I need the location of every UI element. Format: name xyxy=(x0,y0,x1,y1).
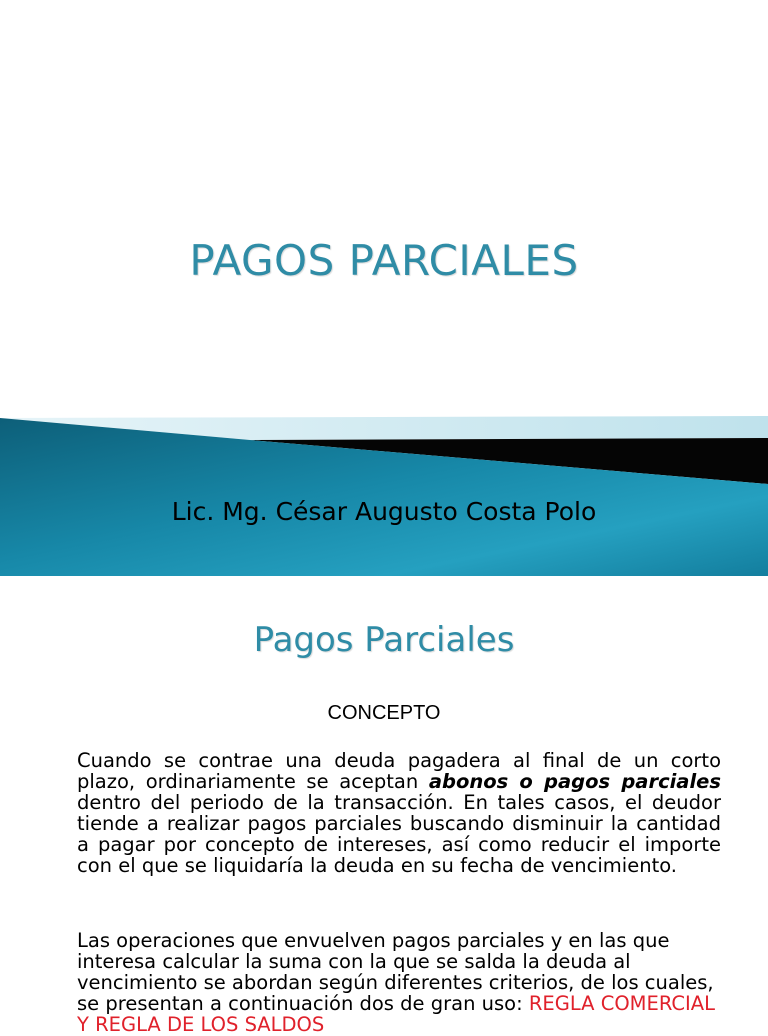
slide-title: Pagos Parciales xyxy=(253,620,515,660)
content-slide xyxy=(0,576,768,1036)
decorative-banner xyxy=(0,416,768,576)
concept-paragraph xyxy=(77,750,721,876)
paragraph-text: Cuando se contrae una deuda pagadera al final de un corto plazo, ordinariamente se aceptan xyxy=(77,749,721,793)
author-name: Lic. Mg. César Augusto Costa Polo xyxy=(171,497,597,526)
presentation-title: PAGOS PARCIALES xyxy=(189,236,579,285)
highlight-text: REGLA COMERCIAL Y REGLA DE LOS SALDOS xyxy=(77,992,715,1036)
paragraph-text: dentro del periodo de la transacción. En tales casos, el deudor tiende a realizar pagos parciales buscando disminuir la cantidad a pagar por concepto de intereses, así como reducir el importe con el que se liquidaría la deuda en su fecha de vencimiento. xyxy=(77,791,721,877)
emphasis-text: abonos o pagos parciales xyxy=(428,770,721,793)
section-heading: CONCEPTO xyxy=(327,702,441,724)
paragraph-text: Las operaciones que envuelven pagos parciales y en las que interesa calcular la suma con la que se salda la deuda al vencimiento se abordan según diferentes criterios, de los cuales, se presentan a continuación dos de gran uso: xyxy=(77,929,714,1015)
criteria-paragraph xyxy=(77,930,721,1035)
